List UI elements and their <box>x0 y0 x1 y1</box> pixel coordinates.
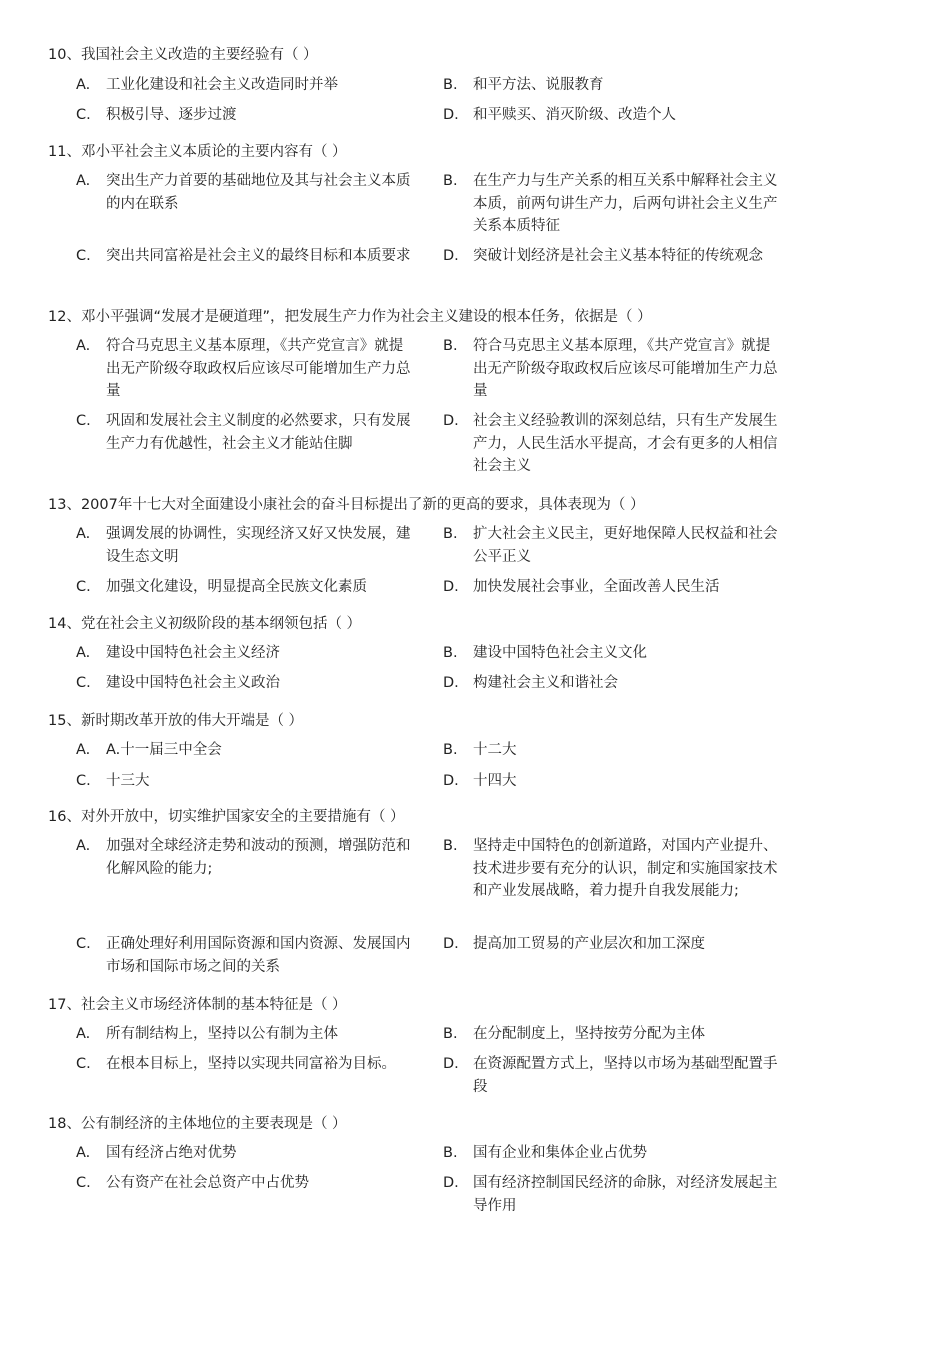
option-text: 正确处理好利用国际资源和国内资源、发展国内市场和国际市场之间的关系 <box>106 936 411 975</box>
option-text: 建设中国特色社会主义政治 <box>106 675 280 691</box>
option-text: 突破计划经济是社会主义基本特征的传统观念 <box>473 248 763 264</box>
option-letter: C. <box>76 1056 91 1072</box>
question-stem: 17、社会主义市场经济体制的基本特征是（ ） <box>48 997 347 1013</box>
option-text: 强调发展的协调性，实现经济又好又快发展，建设生态文明 <box>106 526 411 565</box>
option-letter: A. <box>76 645 91 661</box>
option-letter: C. <box>76 107 91 123</box>
option-letter: D. <box>443 1056 459 1072</box>
question-stem: 14、党在社会主义初级阶段的基本纲领包括（ ） <box>48 616 362 632</box>
option-letter: B. <box>443 338 458 354</box>
option-text: 国有经济控制国民经济的命脉，对经济发展起主导作用 <box>473 1175 778 1214</box>
option-text: 加快发展社会事业，全面改善人民生活 <box>473 579 720 595</box>
question-stem: 15、新时期改革开放的伟大开端是（ ） <box>48 713 304 729</box>
option-text: 在分配制度上，坚持按劳分配为主体 <box>473 1026 705 1042</box>
option-text: 十四大 <box>473 773 517 789</box>
option-text: 在资源配置方式上，坚持以市场为基础型配置手段 <box>473 1056 778 1095</box>
option-letter: D. <box>443 936 459 952</box>
option-text: 提高加工贸易的产业层次和加工深度 <box>473 936 705 952</box>
option-text: 所有制结构上，坚持以公有制为主体 <box>106 1026 338 1042</box>
option-text: 国有企业和集体企业占优势 <box>473 1145 647 1161</box>
option-text: 巩固和发展社会主义制度的必然要求，只有发展生产力有优越性，社会主义才能站住脚 <box>106 413 411 452</box>
option-text: 在生产力与生产关系的相互关系中解释社会主义本质，前两句讲生产力，后两句讲社会主义生产关系本质特征 <box>473 173 778 234</box>
option-letter: D. <box>443 107 459 123</box>
option-text: 在根本目标上，坚持以实现共同富裕为目标。 <box>106 1056 396 1072</box>
option-letter: C. <box>76 936 91 952</box>
option-text: 建设中国特色社会主义经济 <box>106 645 280 661</box>
option-text: 突出生产力首要的基础地位及其与社会主义本质的内在联系 <box>106 173 411 212</box>
question-stem: 11、邓小平社会主义本质论的主要内容有（ ） <box>48 144 347 160</box>
option-text: 加强对全球经济走势和波动的预测，增强防范和化解风险的能力; <box>106 838 411 877</box>
option-text: 建设中国特色社会主义文化 <box>473 645 647 661</box>
option-text: 构建社会主义和谐社会 <box>473 675 618 691</box>
option-letter: D. <box>443 675 459 691</box>
option-text: 符合马克思主义基本原理，《共产党宣言》就提出无产阶级夺取政权后应该尽可能增加生产力总量 <box>106 338 411 399</box>
option-letter: C. <box>76 413 91 429</box>
option-text: 国有经济占绝对优势 <box>106 1145 237 1161</box>
option-text: 加强文化建设，明显提高全民族文化素质 <box>106 579 367 595</box>
option-text: 和平赎买、消灭阶级、改造个人 <box>473 107 676 123</box>
option-letter: C. <box>76 248 91 264</box>
option-letter: A. <box>76 1145 91 1161</box>
question-stem: 18、公有制经济的主体地位的主要表现是（ ） <box>48 1116 347 1132</box>
option-letter: A. <box>76 526 91 542</box>
option-letter: B. <box>443 1026 458 1042</box>
option-text: 符合马克思主义基本原理，《共产党宣言》就提出无产阶级夺取政权后应该尽可能增加生产力总量 <box>473 338 778 399</box>
option-text: 十二大 <box>473 742 517 758</box>
question-stem: 16、对外开放中，切实维护国家安全的主要措施有（ ） <box>48 809 405 825</box>
option-letter: B. <box>443 645 458 661</box>
option-letter: D. <box>443 248 459 264</box>
option-letter: A. <box>76 1026 91 1042</box>
option-letter: C. <box>76 773 91 789</box>
option-text: A.十一届三中全会 <box>106 742 222 758</box>
question-stem: 12、邓小平强调“发展才是硬道理”，把发展生产力作为社会主义建设的根本任务，依据是（ ） <box>48 309 652 325</box>
option-letter: A. <box>76 338 91 354</box>
option-letter: B. <box>443 526 458 542</box>
option-letter: B. <box>443 742 458 758</box>
option-letter: B. <box>443 173 458 189</box>
option-text: 扩大社会主义民主，更好地保障人民权益和社会公平正义 <box>473 526 778 565</box>
question-stem: 10、我国社会主义改造的主要经验有（ ） <box>48 47 318 63</box>
option-text: 坚持走中国特色的创新道路，对国内产业提升、技术进步要有充分的认识，制定和实施国家技术和产业发展战略，着力提升自我发展能力; <box>473 838 778 899</box>
option-text: 和平方法、说服教育 <box>473 77 604 93</box>
option-text: 突出共同富裕是社会主义的最终目标和本质要求 <box>106 248 411 264</box>
option-letter: C. <box>76 579 91 595</box>
option-letter: A. <box>76 838 91 854</box>
option-letter: C. <box>76 1175 91 1191</box>
option-letter: A. <box>76 77 91 93</box>
option-letter: B. <box>443 838 458 854</box>
option-letter: B. <box>443 77 458 93</box>
option-letter: A. <box>76 742 91 758</box>
option-letter: D. <box>443 413 459 429</box>
option-letter: B. <box>443 1145 458 1161</box>
question-stem: 13、2007年十七大对全面建设小康社会的奋斗目标提出了新的更高的要求，具体表现为（ ） <box>48 497 645 513</box>
option-letter: D. <box>443 579 459 595</box>
option-text: 公有资产在社会总资产中占优势 <box>106 1175 309 1191</box>
option-letter: C. <box>76 675 91 691</box>
option-text: 工业化建设和社会主义改造同时并举 <box>106 77 338 93</box>
option-text: 积极引导、逐步过渡 <box>106 107 237 123</box>
option-letter: D. <box>443 1175 459 1191</box>
option-letter: A. <box>76 173 91 189</box>
option-text: 社会主义经验教训的深刻总结，只有生产发展生产力，人民生活水平提高，才会有更多的人相信社会主义 <box>473 413 778 474</box>
option-text: 十三大 <box>106 773 150 789</box>
option-letter: D. <box>443 773 459 789</box>
